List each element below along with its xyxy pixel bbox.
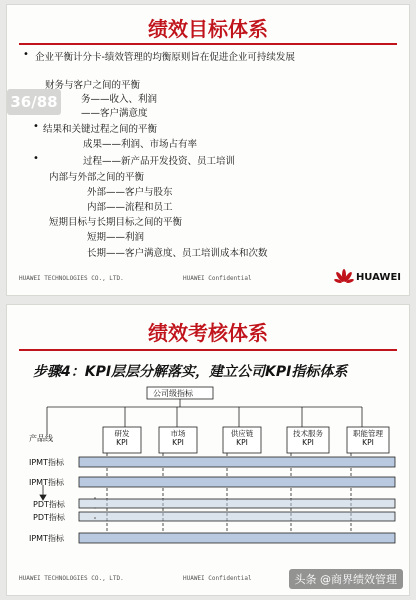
company-level-box: 公司级指标 — [153, 389, 193, 398]
slide-performance-goal-system — [6, 4, 410, 296]
lead-text: 企业平衡计分卡-绩效管理的均衡原则旨在促进企业可持续发展 — [35, 52, 295, 63]
huawei-logo — [334, 269, 401, 285]
list-item: 务——收入、利润 — [81, 94, 158, 105]
page-counter-badge[interactable]: 36/88 — [7, 89, 61, 115]
row-label: PDT指标 — [33, 500, 65, 509]
row-label: IPMT指标 — [29, 458, 64, 467]
step-heading: 步骤4：KPI层层分解落实，建立公司KPI指标体系 — [33, 364, 348, 380]
dept-box-marketing: 市场 KPI — [170, 429, 186, 447]
kpi-decomposition-diagram — [7, 305, 411, 597]
list-item: 内部与外部之间的平衡 — [49, 172, 145, 183]
footer-company: HUAWEI TECHNOLOGIES CO., LTD. — [19, 575, 124, 582]
list-item: 短期——利润 — [87, 232, 145, 243]
slide-title: 绩效目标体系 — [148, 17, 268, 41]
list-item: 长期——客户满意度、员工培训成本和次数 — [87, 248, 268, 259]
dept-box-rnd: 研发 KPI — [114, 429, 130, 447]
product-line-label: 产品线 — [29, 434, 53, 443]
title-underline — [19, 43, 397, 45]
footer-confidential: HUAWEI Confidential — [183, 275, 252, 282]
list-item: 内部——流程和员工 — [87, 202, 173, 213]
list-item: • 过程——新产品开发投资、员工培训 — [33, 153, 236, 167]
slide-performance-appraisal-system — [6, 304, 410, 596]
list-item: 成果——利润、市场占有率 — [83, 139, 198, 150]
list-item: ——客户满意度 — [81, 108, 148, 119]
list-item: 外部——客户与股东 — [87, 187, 173, 198]
footer-company: HUAWEI TECHNOLOGIES CO., LTD. — [19, 275, 124, 282]
slide-footer — [7, 267, 409, 291]
source-watermark — [289, 569, 404, 589]
row-label: IPMT指标 — [29, 534, 64, 543]
dept-box-functional-mgmt: 职能管理 KPI — [353, 429, 383, 447]
list-item: 财务与客户之间的平衡 — [45, 80, 141, 91]
slide-title: 绩效考核体系 — [148, 321, 268, 345]
logo-text: HUAWEI — [355, 271, 401, 283]
row-label: IPMT指标 — [29, 478, 64, 487]
footer-confidential: HUAWEI Confidential — [183, 575, 252, 582]
dept-box-tech-service: 技术服务 KPI — [293, 429, 323, 447]
list-item: • 结果和关键过程之间的平衡 — [33, 121, 158, 135]
huawei-petal-icon — [334, 269, 354, 285]
dept-box-supply-chain: 供应链 KPI — [230, 429, 254, 447]
row-label: PDT指标 — [33, 513, 65, 522]
lead-bullet — [23, 49, 295, 63]
watermark-text: 头条 @商界绩效管理 — [294, 573, 397, 586]
bullet-icon: • — [23, 49, 29, 60]
list-item: 短期目标与长期目标之间的平衡 — [49, 217, 183, 228]
